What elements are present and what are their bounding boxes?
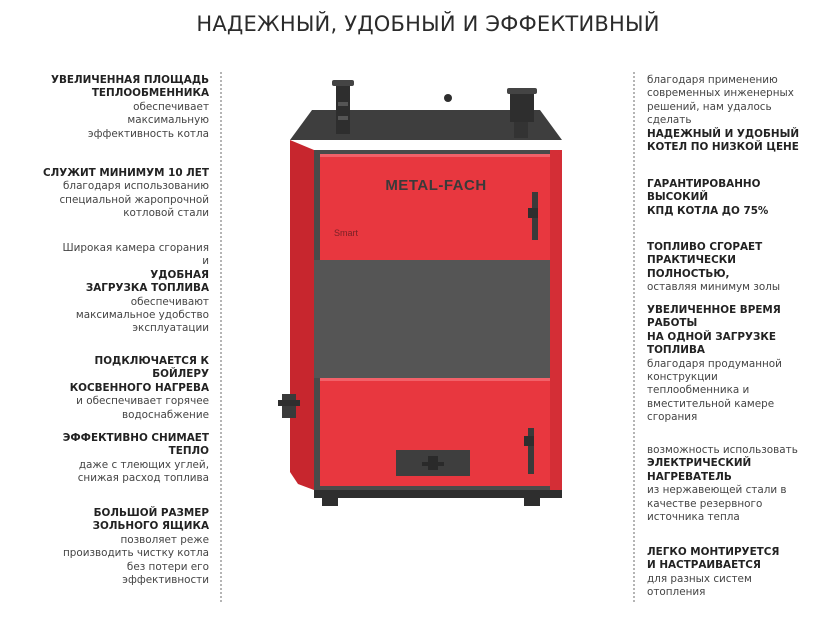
feature-line: снижая расход топлива [77,472,209,485]
feature-line: благодаря продуманной [647,357,782,370]
feature-line: максимальное удобство [75,309,209,322]
feature-line: ЗОЛЬНОГО ЯЩИКА [92,520,209,533]
feature-service-life [40,167,209,221]
upper-door [320,154,550,260]
feature-line: благодаря применению [647,74,778,86]
feature-heat-efficiency [40,432,209,486]
feature-line: ТОПЛИВО СГОРАЕТ [647,241,763,253]
feature-line: ТЕПЛООБМЕННИКА [91,87,209,100]
feature-line: НАГРЕВАТЕЛЬ [647,470,732,483]
left-dotted-divider [220,72,222,602]
boiler-illustration [278,72,578,512]
feature-line: ТЕПЛО [168,445,209,458]
feature-line: КОСВЕННОГО НАГРЕВА [69,381,209,394]
feature-line: водоснабжение [122,408,209,421]
feature-line: И НАСТРАИВАЕТСЯ [647,559,761,572]
feature-line: позволяет реже [120,533,209,546]
feature-efficiency-75 [647,178,807,218]
feature-line: Широкая камера сгорания [62,242,209,254]
feature-line: СЛУЖИТ МИНИМУМ 10 ЛЕТ [42,167,209,179]
boiler-base [314,490,562,498]
feature-line: эффективность котла [87,127,209,140]
feature-line: источника тепла [647,511,740,524]
boiler-middle-panel [314,260,562,378]
feature-line: теплообменника и [647,384,750,397]
feature-line: конструкции [647,371,718,384]
feature-line: ЗАГРУЗКА ТОПЛИВА [85,282,209,295]
feature-line: из нержавеющей стали в [647,484,787,497]
feature-line: эксплуатации [132,322,209,335]
feature-easy-install [647,546,807,600]
feature-line: современных инженерных [647,87,794,100]
feature-line: обеспечивают [130,295,209,308]
feature-line: котловой стали [123,207,209,220]
feature-heat-exchanger [40,74,209,141]
feature-line: без потери его [126,560,209,573]
feature-line: ЛЕГКО МОНТИРУЕТСЯ [647,546,780,558]
brand-logo: METAL-FACH [385,177,487,194]
feature-line: и [202,255,209,268]
feature-line: для разных систем [647,572,752,585]
feature-long-burn-time [647,304,807,425]
feature-line: сделать [647,114,692,127]
feature-line: НА ОДНОЙ ЗАГРУЗКЕ [647,330,776,343]
boiler-side-panel [290,140,314,490]
feature-line: УВЕЛИЧЕННОЕ ВРЕМЯ [647,304,781,316]
feature-electric-heater [647,444,807,524]
feature-line: РАБОТЫ [647,317,698,330]
feature-line: КПД КОТЛА ДО 75% [647,204,769,217]
feature-line: эффективности [122,574,209,587]
feature-line: вместительной камере [647,397,775,410]
feature-line: благодаря использованию [63,180,209,193]
feature-fuel-loading [40,242,209,336]
feature-line: отопления [647,586,706,599]
feature-boiler-connection [40,355,209,422]
feature-line: качестве резервного [647,497,763,510]
feature-line: ПРАКТИЧЕСКИ ПОЛНОСТЬЮ, [647,254,736,280]
feature-line: производить чистку котла [62,547,209,560]
feature-line: УДОБНАЯ [150,268,209,281]
feature-line: ГАРАНТИРОВАННО [647,178,761,190]
feature-line: решений, нам удалось [647,100,772,113]
feature-line: КОТЕЛ ПО НИЗКОЙ ЦЕНЕ [647,141,799,154]
model-label: Smart [334,228,359,238]
feature-line: ПОДКЛЮЧАЕТСЯ К БОЙЛЕРУ [94,355,209,381]
feature-ash-box [40,507,209,587]
feature-line: сгорания [647,411,698,424]
right-dotted-divider [633,72,635,602]
feature-line: НАДЕЖНЫЙ И УДОБНЫЙ [647,127,800,140]
feature-line: ВЫСОКИЙ [647,191,709,204]
lower-door-handle [528,428,534,474]
feature-line: возможность использовать [647,444,798,456]
feature-line: ЭЛЕКТРИЧЕСКИЙ [647,457,752,470]
feature-line: оставляя минимум золы [647,281,781,294]
feature-line: даже с тлеющих углей, [78,458,209,471]
top-knob [444,94,452,102]
feature-line: УВЕЛИЧЕННАЯ ПЛОЩАДЬ [50,74,209,86]
feature-reliable-price [647,74,807,154]
feature-line: БОЛЬШОЙ РАЗМЕР [93,507,209,519]
feature-line: максимальную [127,114,209,127]
feature-line: ЭФФЕКТИВНО СНИМАЕТ [62,432,209,444]
page-title: НАДЕЖНЫЙ, УДОБНЫЙ И ЭФФЕКТИВНЫЙ [196,12,660,36]
feature-line: специальной жаропрочной [59,193,209,206]
feature-complete-burn [647,241,807,295]
feature-line: ТОПЛИВА [647,344,705,357]
feature-line: и обеспечивает горячее [76,395,209,408]
feature-line: обеспечивает [133,100,209,113]
